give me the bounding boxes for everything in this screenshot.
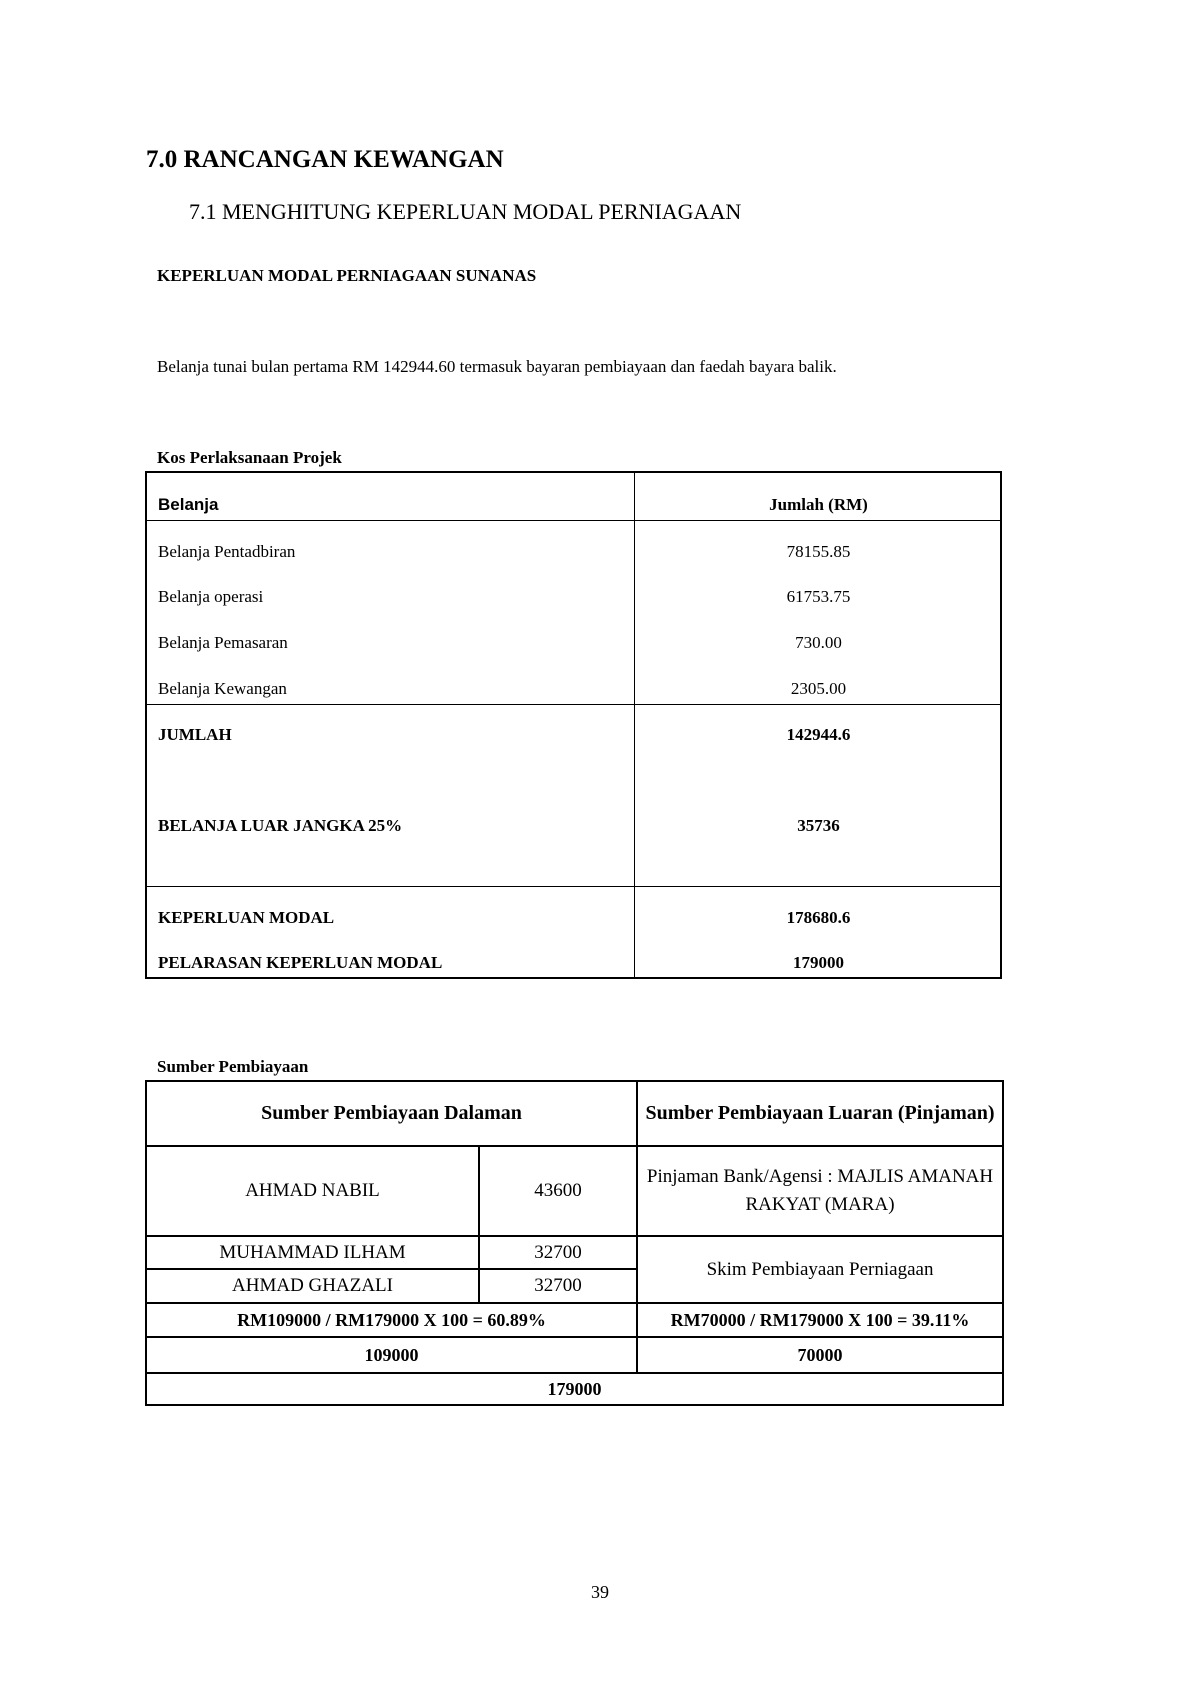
cost-row-label: Belanja Kewangan: [158, 679, 287, 698]
cost-row-value: 78155.85: [786, 542, 851, 561]
page-subheading: 7.1 MENGHITUNG KEPERLUAN MODAL PERNIAGAAN: [189, 199, 742, 224]
cost-row-label: Belanja Pentadbiran: [158, 542, 296, 561]
section-title: KEPERLUAN MODAL PERNIAGAAN SUNANAS: [157, 266, 537, 285]
external-lender: Pinjaman Bank/Agensi : MAJLIS AMANAH RAKYAT (MARA): [637, 1146, 1003, 1236]
external-percentage-formula: RM70000 / RM179000 X 100 = 39.11%: [637, 1303, 1003, 1337]
internal-funding-header: Sumber Pembiayaan Dalaman: [146, 1081, 637, 1146]
cost-header-belanja: Belanja: [158, 495, 219, 514]
contributor-amount: 32700: [479, 1236, 637, 1269]
cost-row-label: Belanja operasi: [158, 587, 264, 606]
cost-table-caption: Kos Perlaksanaan Projek: [157, 448, 342, 467]
contributor-name: AHMAD NABIL: [146, 1146, 479, 1236]
contributor-amount: 32700: [479, 1269, 637, 1303]
contingency-label: BELANJA LUAR JANGKA 25%: [158, 816, 403, 835]
cost-row-value: 61753.75: [786, 587, 851, 606]
page-number: 39: [591, 1582, 609, 1602]
rounded-capital-value: 179000: [793, 953, 844, 972]
capital-value: 178680.6: [786, 908, 851, 927]
contributor-amount: 43600: [479, 1146, 637, 1236]
internal-total: 109000: [146, 1337, 637, 1373]
external-total: 70000: [637, 1337, 1003, 1373]
rounded-capital-label: PELARASAN KEPERLUAN MODAL: [158, 953, 443, 972]
contingency-value: 35736: [797, 816, 840, 835]
contributor-name: MUHAMMAD ILHAM: [146, 1236, 479, 1269]
intro-paragraph: Belanja tunai bulan pertama RM 142944.60 termasuk bayaran pembiayaan dan faedah bayara balik.: [157, 357, 837, 376]
cost-header-jumlah: Jumlah (RM): [769, 495, 868, 514]
grand-total: 179000: [146, 1373, 1003, 1405]
internal-percentage-formula: RM109000 / RM179000 X 100 = 60.89%: [146, 1303, 637, 1337]
funding-table-caption: Sumber Pembiayaan: [157, 1057, 309, 1076]
external-scheme: Skim Pembiayaan Perniagaan: [637, 1236, 1003, 1303]
cost-row-value: 730.00: [795, 633, 842, 652]
contributor-name: AHMAD GHAZALI: [146, 1269, 479, 1303]
cost-row-value: 2305.00: [790, 679, 847, 698]
cost-row-label: Belanja Pemasaran: [158, 633, 288, 652]
external-funding-header: Sumber Pembiayaan Luaran (Pinjaman): [637, 1081, 1003, 1146]
capital-label: KEPERLUAN MODAL: [158, 908, 335, 927]
page-heading: 7.0 RANCANGAN KEWANGAN: [146, 146, 504, 173]
cost-total-label: JUMLAH: [158, 725, 232, 744]
funding-table: [145, 1080, 1004, 1406]
cost-table: [145, 471, 1002, 979]
cost-total-value: 142944.6: [786, 725, 851, 744]
